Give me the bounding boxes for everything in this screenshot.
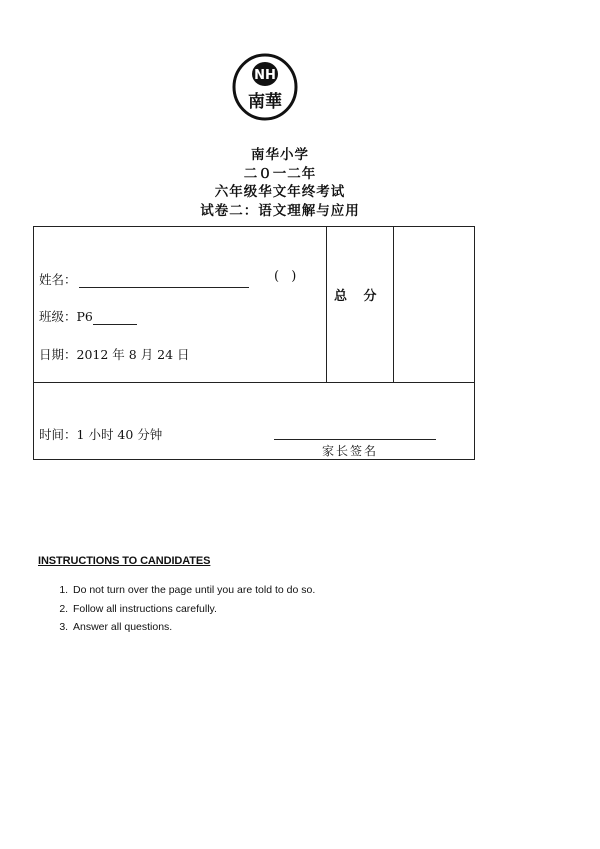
school-logo: [232, 52, 298, 122]
date-value: 2012 年 8 月 24 日: [76, 347, 190, 362]
time-value: 1 小时 40 分钟: [76, 427, 163, 442]
instructions-list: [38, 581, 315, 637]
exam-header: [0, 146, 560, 220]
divider-line: [393, 227, 394, 382]
signature-line[interactable]: [274, 439, 436, 440]
instruction-item: 2. Follow all instructions carefully.: [71, 600, 315, 619]
class-label: 班级：: [39, 309, 77, 324]
paper-title: 试卷二：语文理解与应用: [200, 202, 360, 219]
exam-year: 二０一二年: [243, 165, 317, 182]
class-field[interactable]: [39, 307, 137, 325]
instructions-title: INSTRUCTIONS TO CANDIDATES: [38, 555, 211, 567]
instructions: [38, 555, 315, 637]
signature-label: 家长签名: [322, 444, 379, 458]
date-label: 日期：: [39, 347, 77, 362]
time-label: 时间：: [39, 427, 77, 442]
class-number-blank[interactable]: ( ): [274, 269, 301, 284]
school-name: 南华小学: [251, 147, 309, 163]
class-value: P6: [76, 309, 93, 324]
total-score-label: 总 分: [334, 289, 383, 304]
time-field: [39, 425, 162, 443]
logo-text: 南華: [248, 92, 282, 112]
name-label: 姓名：: [39, 272, 77, 287]
exam-title: 六年级华文年终考试: [214, 184, 346, 200]
candidate-info-box: [33, 226, 475, 460]
instruction-item: 3. Answer all questions.: [71, 618, 315, 637]
divider-line: [326, 227, 327, 382]
name-blank[interactable]: [79, 275, 249, 288]
instruction-item: 1. Do not turn over the page until you are told to do so.: [71, 581, 315, 600]
date-field: [39, 345, 190, 363]
class-blank[interactable]: [93, 312, 137, 325]
name-field[interactable]: [39, 270, 249, 288]
logo-monogram: NH: [254, 68, 276, 83]
